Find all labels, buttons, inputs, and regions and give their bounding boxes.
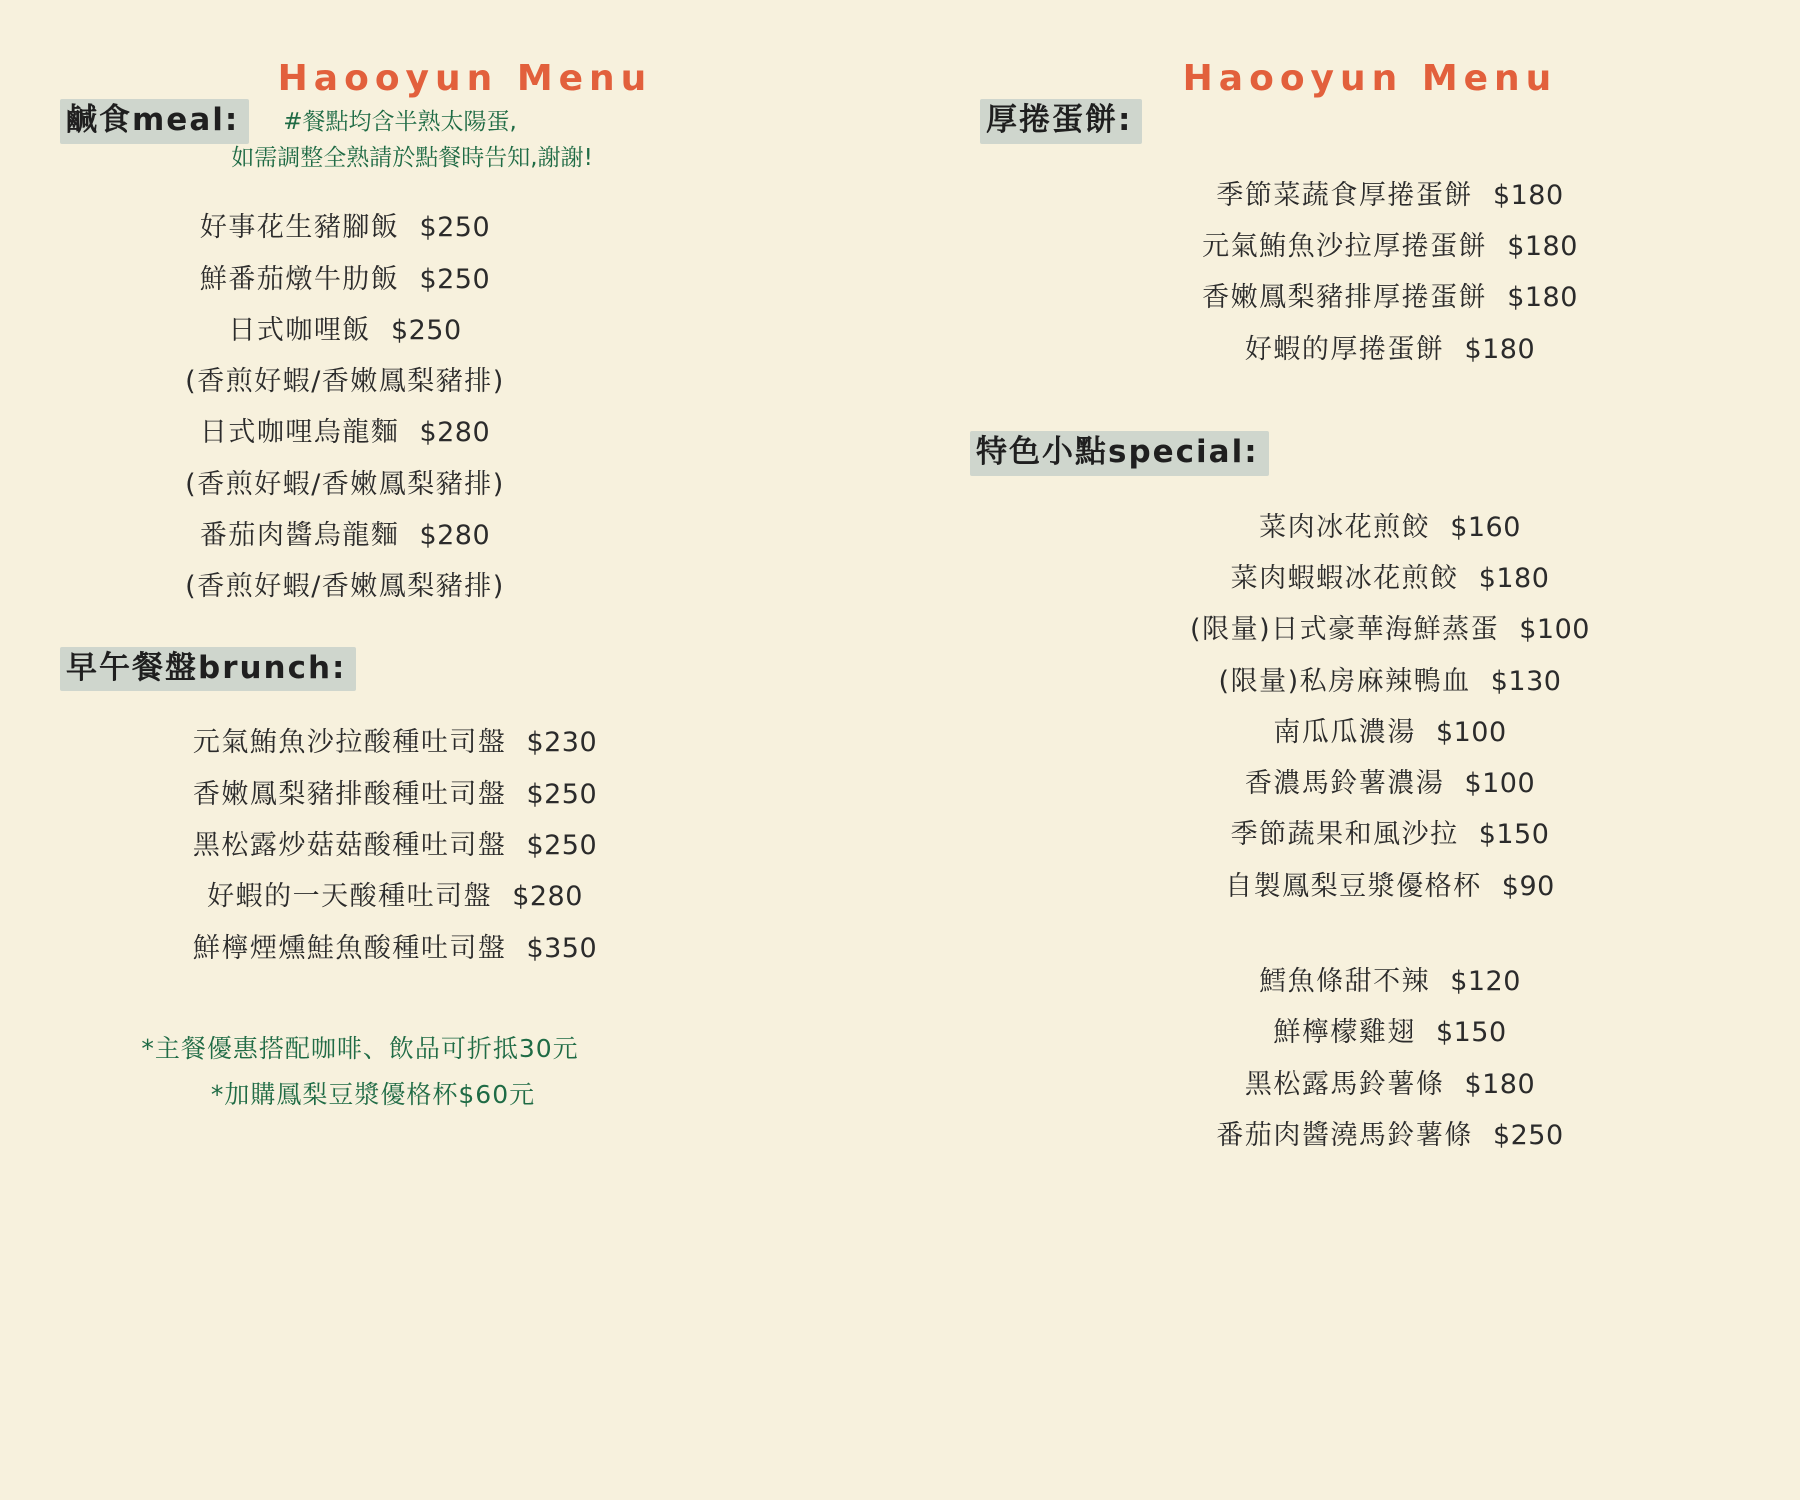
- item-price: $280: [419, 520, 491, 552]
- list-item: [60, 510, 630, 561]
- item-name: 菜肉蝦蝦冰花煎餃: [1230, 562, 1459, 594]
- section-heading-special: 特色小點special:: [970, 431, 1269, 476]
- list-item: [60, 717, 730, 768]
- item-price: $180: [1492, 179, 1564, 211]
- item-price: $150: [1478, 819, 1550, 851]
- menu-column-right: [940, 0, 1800, 1500]
- list-item: [1020, 324, 1760, 375]
- item-name: 番茄肉醬澆馬鈴薯條: [1216, 1119, 1473, 1151]
- item-name: 鮮番茄燉牛肋飯: [199, 263, 400, 295]
- list-item: [1020, 502, 1760, 553]
- list-item: [1020, 656, 1760, 707]
- item-price: $100: [1464, 768, 1536, 800]
- item-name: 香嫩鳳梨豬排酸種吐司盤: [192, 778, 507, 810]
- page-title-left: Haooyun Menu: [277, 58, 653, 99]
- item-name: 好蝦的厚捲蛋餅: [1244, 333, 1445, 365]
- item-name: 元氣鮪魚沙拉厚捲蛋餅: [1202, 231, 1488, 263]
- item-name: 日式咖哩烏龍麵: [199, 417, 400, 449]
- special-item-list-group-1: [960, 502, 1760, 912]
- item-price: $100: [1435, 716, 1507, 748]
- item-name: 鱈魚條甜不辣: [1259, 966, 1431, 998]
- list-item: [60, 769, 730, 820]
- omelette-section-header-row: [980, 99, 1760, 144]
- item-name: 香嫩鳳梨豬排厚捲蛋餅: [1202, 282, 1488, 314]
- section-heading-meal: 鹹食meal:: [60, 99, 249, 144]
- item-price: $250: [419, 212, 491, 244]
- item-price: $160: [1450, 511, 1521, 543]
- list-item: [60, 923, 730, 974]
- item-price: $130: [1490, 665, 1562, 697]
- list-item: [1020, 221, 1760, 272]
- list-item: [60, 305, 630, 356]
- item-price: $180: [1464, 1068, 1536, 1100]
- page-title-right: Haooyun Menu: [1182, 58, 1558, 99]
- item-price: $280: [512, 881, 583, 913]
- section-heading-brunch: 早午餐盤brunch:: [60, 647, 356, 692]
- item-name: 番茄肉醬烏龍麵: [199, 520, 400, 552]
- item-name: (香煎好蝦/香嫩鳳梨豬排): [185, 468, 505, 500]
- item-price: $250: [526, 778, 598, 810]
- item-name: 南瓜瓜濃湯: [1273, 716, 1416, 748]
- item-name: 季節菜蔬食厚捲蛋餅: [1216, 179, 1473, 211]
- item-name: 黑松露炒菇菇酸種吐司盤: [192, 830, 507, 861]
- item-price: $90: [1501, 870, 1555, 902]
- item-price: $150: [1435, 1017, 1507, 1049]
- list-item: [1020, 272, 1760, 323]
- list-item-variant: [60, 459, 630, 510]
- list-item: [1020, 170, 1760, 221]
- item-name: 鮮檸檬雞翅: [1273, 1017, 1416, 1049]
- item-price: $100: [1519, 614, 1590, 646]
- list-item: [1020, 758, 1760, 809]
- footnote-discount: *主餐優惠搭配咖啡、飲品可折抵30元: [141, 1033, 579, 1063]
- list-item: [1020, 604, 1760, 655]
- item-price: $180: [1507, 231, 1578, 263]
- list-item: [60, 254, 630, 305]
- list-item: [1020, 553, 1760, 604]
- list-item: [1020, 809, 1760, 860]
- item-name: (限量)日式豪華海鮮蒸蛋: [1190, 614, 1500, 646]
- list-item: [60, 202, 630, 253]
- list-item: [1020, 1110, 1760, 1161]
- list-item: [1020, 956, 1760, 1007]
- list-item-variant: [60, 561, 630, 612]
- item-price: $120: [1450, 966, 1521, 998]
- item-name: 元氣鮪魚沙拉酸種吐司盤: [192, 727, 507, 759]
- list-item: [60, 820, 730, 871]
- item-price: $250: [390, 314, 462, 346]
- item-name: 好事花生豬腳飯: [199, 212, 400, 244]
- item-name: 黑松露馬鈴薯條: [1244, 1068, 1445, 1100]
- item-name: 菜肉冰花煎餃: [1259, 511, 1431, 543]
- item-name: 日式咖哩飯: [228, 314, 371, 346]
- item-name: (香煎好蝦/香嫩鳳梨豬排): [185, 366, 505, 398]
- item-name: 好蝦的一天酸種吐司盤: [207, 881, 493, 913]
- item-name: 季節蔬果和風沙拉: [1230, 819, 1459, 851]
- list-item: [1020, 1007, 1760, 1058]
- item-price: $180: [1507, 282, 1578, 314]
- list-item: [1020, 861, 1760, 912]
- item-name: 香濃馬鈴薯濃湯: [1244, 768, 1445, 800]
- item-name: 鮮檸煙燻鮭魚酸種吐司盤: [192, 932, 507, 964]
- brunch-item-list: [60, 717, 910, 973]
- item-price: $250: [1492, 1119, 1564, 1151]
- brunch-section-header-row: [60, 647, 910, 692]
- special-section-header-row: [970, 431, 1760, 476]
- section-heading-omelette: 厚捲蛋餅:: [980, 99, 1142, 144]
- omelette-item-list: [960, 170, 1760, 375]
- item-name: (香煎好蝦/香嫩鳳梨豬排): [185, 571, 505, 603]
- list-item: [1020, 1059, 1760, 1110]
- item-price: $250: [419, 263, 491, 295]
- left-footnotes: [60, 1026, 910, 1119]
- item-price: $230: [526, 727, 598, 759]
- list-item: [60, 407, 630, 458]
- meal-item-list: [60, 202, 910, 612]
- item-price: $180: [1464, 333, 1536, 365]
- list-item: [1020, 707, 1760, 758]
- list-item-variant: [60, 356, 630, 407]
- item-name: (限量)私房麻辣鴨血: [1218, 665, 1471, 697]
- meal-note-line-1: #餐點均含半熟太陽蛋,: [283, 109, 517, 135]
- item-price: $180: [1478, 562, 1550, 594]
- item-name: 自製鳳梨豆漿優格杯: [1225, 870, 1482, 902]
- list-item: [60, 871, 730, 922]
- item-price: $250: [526, 830, 598, 861]
- special-item-list-group-2: [960, 956, 1760, 1161]
- item-price: $350: [526, 932, 598, 964]
- meal-section-header-row: [60, 99, 910, 176]
- meal-note: [231, 105, 593, 176]
- footnote-addon: *加購鳳梨豆漿優格杯$60元: [210, 1080, 536, 1110]
- meal-note-line-2: 如需調整全熟請於點餐時告知,謝謝!: [231, 144, 593, 171]
- item-price: $280: [419, 417, 491, 449]
